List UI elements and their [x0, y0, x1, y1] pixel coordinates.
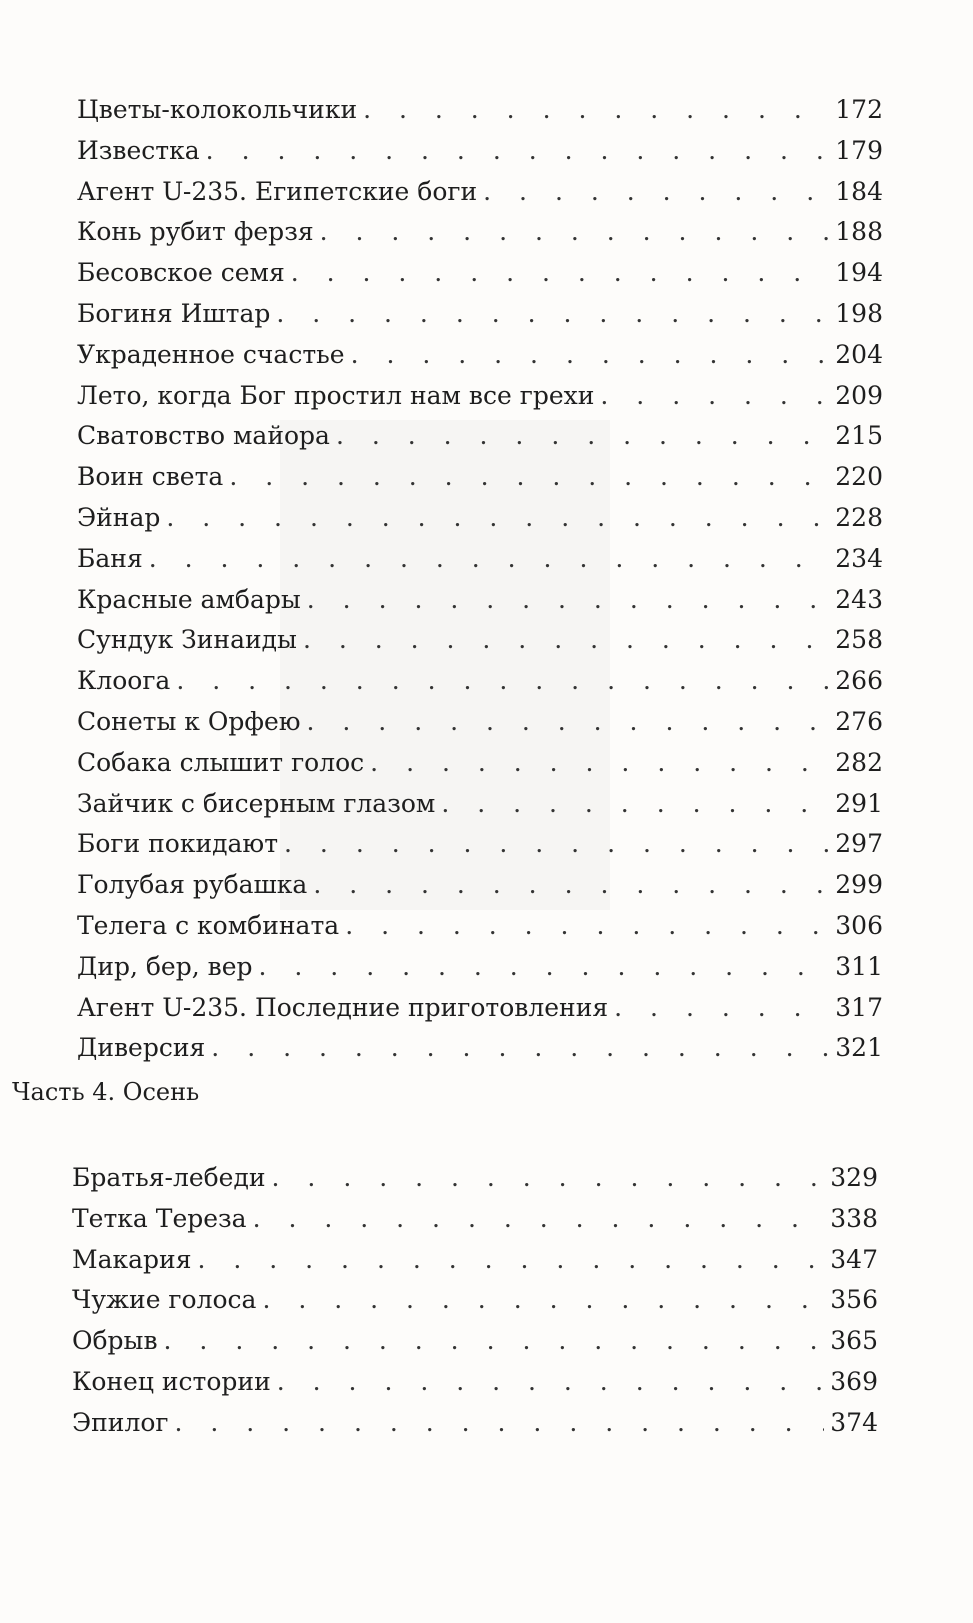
toc-entry-title: Диверсия [77, 1033, 206, 1063]
toc-entry-title: Дир, бер, вер [77, 951, 253, 981]
toc-entry-title: Агент U-235. Египетские боги [77, 176, 478, 206]
toc-entry-page-number: 317 [835, 992, 883, 1022]
toc-entry-page-number: 311 [835, 951, 883, 981]
toc-entry-page-number: 374 [830, 1407, 878, 1437]
toc-entry-page-number: 228 [835, 502, 883, 532]
toc-entry-page-number: 243 [835, 584, 883, 614]
toc-entry-page-number: 188 [835, 217, 883, 247]
toc-dot-leader [272, 1158, 824, 1199]
toc-entry-page-number: 356 [830, 1285, 878, 1315]
toc-entry-page-number: 184 [835, 176, 883, 206]
toc-dot-leader [176, 661, 829, 702]
toc-entry-title: Известка [77, 135, 200, 165]
toc-dot-leader [197, 1240, 824, 1281]
toc-dot-leader [303, 620, 829, 661]
toc-entry-title: Воин света [77, 462, 224, 492]
toc-dot-leader [483, 172, 829, 213]
toc-entry [0, 1028, 973, 1069]
toc-entry-title: Братья-лебеди [72, 1163, 266, 1192]
toc-entry [0, 457, 973, 498]
toc-entry [0, 1240, 973, 1281]
toc-entry-page-number: 220 [835, 462, 883, 492]
toc-list-part-3 [0, 90, 973, 1069]
toc-list-part-4 [0, 1158, 973, 1444]
toc-entry-title: Макария [72, 1244, 192, 1274]
toc-entry-page-number: 198 [835, 298, 883, 328]
toc-entry-title: Телега с комбината [77, 910, 340, 940]
toc-dot-leader [307, 702, 829, 743]
toc-entry [0, 294, 973, 335]
toc-entry [0, 172, 973, 213]
toc-entry-page-number: 365 [830, 1326, 878, 1356]
toc-entry [0, 580, 973, 621]
toc-entry [0, 212, 973, 253]
toc-entry-page-number: 297 [835, 829, 883, 859]
toc-entry-title: Тетка Тереза [72, 1203, 247, 1233]
toc-entry-title: Бесовское семя [77, 258, 285, 288]
toc-dot-leader [363, 90, 829, 131]
toc-entry-title: Чужие голоса [72, 1285, 257, 1315]
toc-entry-title: Баня [77, 543, 143, 573]
toc-entry [0, 988, 973, 1029]
toc-entry-page-number: 215 [835, 421, 883, 451]
toc-entry-page-number: 299 [835, 870, 883, 900]
toc-entry-page-number: 209 [835, 380, 883, 410]
toc-entry [0, 1321, 973, 1362]
toc-dot-leader [600, 376, 829, 417]
toc-dot-leader [229, 457, 829, 498]
toc-entry [0, 824, 973, 865]
toc-entry [0, 539, 973, 580]
toc-dot-leader [345, 906, 829, 947]
toc-dot-leader [320, 212, 829, 253]
toc-dot-leader [149, 539, 829, 580]
toc-entry-page-number: 204 [835, 339, 883, 369]
toc-entry-page-number: 194 [835, 258, 883, 288]
toc-entry [0, 784, 973, 825]
toc-entry-page-number: 282 [835, 747, 883, 777]
toc-entry-page-number: 369 [830, 1366, 878, 1396]
toc-entry-title: Сватовство майора [77, 421, 330, 451]
toc-entry-page-number: 266 [835, 666, 883, 696]
toc-entry [0, 743, 973, 784]
toc-entry [0, 1158, 973, 1199]
toc-entry-title: Конь рубит ферзя [77, 217, 314, 247]
toc-entry [0, 661, 973, 702]
toc-dot-leader [336, 416, 829, 457]
toc-entry-title: Боги покидают [77, 829, 279, 859]
toc-entry [0, 253, 973, 294]
toc-entry [0, 1280, 973, 1321]
toc-entry-title: Обрыв [72, 1326, 158, 1356]
toc-entry-page-number: 276 [835, 706, 883, 736]
toc-entry [0, 1362, 973, 1403]
toc-entry [0, 865, 973, 906]
toc-dot-leader [276, 294, 829, 335]
toc-entry-page-number: 258 [835, 625, 883, 655]
toc-entry-title: Красные амбары [77, 584, 301, 614]
toc-entry [0, 620, 973, 661]
toc-entry-title: Цветы-колокольчики [77, 95, 358, 124]
toc-dot-leader [164, 1321, 824, 1362]
toc-dot-leader [614, 988, 829, 1029]
toc-entry-page-number: 329 [830, 1163, 878, 1192]
toc-entry-page-number: 338 [830, 1203, 878, 1233]
toc-dot-leader [441, 784, 829, 825]
toc-dot-leader [211, 1028, 829, 1069]
toc-dot-leader [284, 824, 829, 865]
toc-dot-leader [253, 1199, 824, 1240]
toc-entry [0, 702, 973, 743]
toc-dot-leader [262, 1280, 824, 1321]
toc-entry-title: Эпилог [72, 1407, 169, 1437]
toc-entry-title: Лето, когда Бог простил нам все грехи [77, 380, 595, 410]
toc-entry-title: Сундук Зинаиды [77, 625, 297, 655]
toc-entry-title: Украденное счастье [77, 339, 345, 369]
toc-entry-page-number: 347 [830, 1244, 878, 1274]
toc-dot-leader [351, 335, 829, 376]
toc-entry-title: Голубая рубашка [77, 870, 308, 900]
toc-entry-title: Сонеты к Орфею [77, 706, 301, 736]
toc-entry-title: Конец истории [72, 1366, 271, 1396]
toc-entry [0, 947, 973, 988]
section-heading: Часть 4. Осень [12, 1078, 200, 1106]
toc-dot-leader [370, 743, 829, 784]
toc-dot-leader [277, 1362, 824, 1403]
toc-entry-title: Собака слышит голос [77, 747, 365, 777]
toc-entry-title: Богиня Иштар [77, 298, 271, 328]
toc-dot-leader [313, 865, 829, 906]
toc-entry-title: Клоога [77, 666, 171, 696]
toc-entry-page-number: 172 [835, 95, 883, 124]
toc-dot-leader [307, 580, 829, 621]
toc-entry-title: Агент U-235. Последние приготовления [77, 992, 609, 1022]
toc-entry [0, 416, 973, 457]
toc-entry-page-number: 179 [835, 135, 883, 165]
toc-dot-leader [166, 498, 829, 539]
toc-entry [0, 335, 973, 376]
toc-entry-title: Зайчик с бисерным глазом [77, 788, 436, 818]
toc-entry [0, 1403, 973, 1444]
toc-entry [0, 498, 973, 539]
toc-entry-title: Эйнар [77, 502, 161, 532]
toc-dot-leader [174, 1403, 824, 1444]
toc-entry [0, 131, 973, 172]
toc-dot-leader [259, 947, 829, 988]
toc-entry [0, 906, 973, 947]
toc-entry-page-number: 234 [835, 543, 883, 573]
toc-entry [0, 376, 973, 417]
toc-entry-page-number: 291 [835, 788, 883, 818]
toc-entry-page-number: 306 [835, 910, 883, 940]
toc-entry [0, 90, 973, 131]
toc-entry [0, 1199, 973, 1240]
toc-dot-leader [206, 131, 829, 172]
toc-entry-page-number: 321 [835, 1033, 883, 1063]
toc-dot-leader [291, 253, 829, 294]
